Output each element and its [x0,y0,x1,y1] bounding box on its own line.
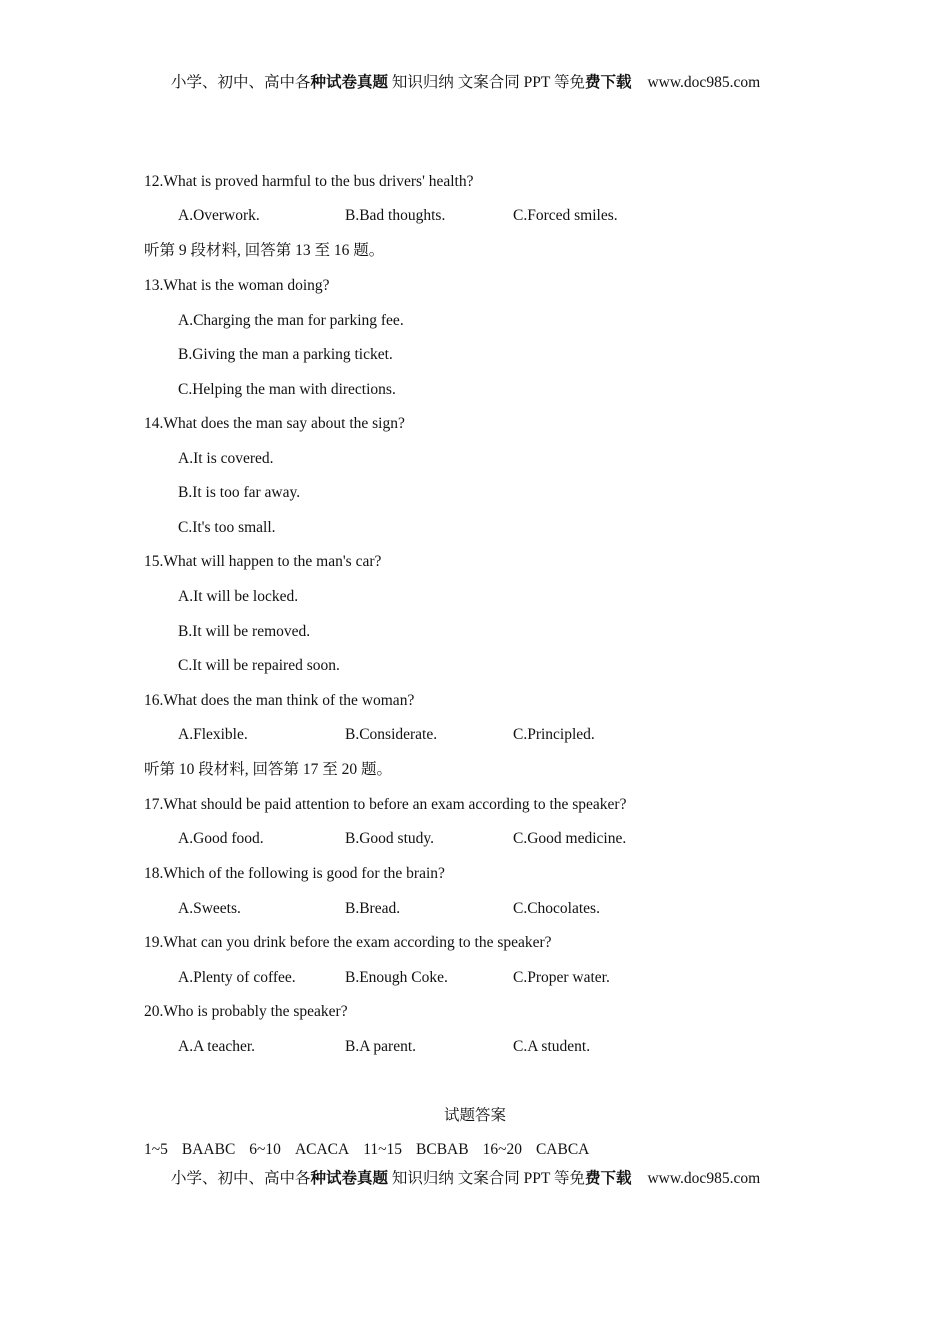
footer-text-bold: 费下载 [584,1170,632,1187]
answer-range: 6~10 [249,1141,281,1158]
page-footer [171,1169,760,1189]
option-b: B.It will be removed. [178,623,311,640]
option-b: B.Enough Coke. [345,969,448,986]
option-a: A.A teacher. [178,1038,256,1055]
option-b: B.A parent. [345,1038,417,1055]
answer-values: ACACA [294,1141,350,1158]
header-text: 小学、初中、高中各 [171,74,311,91]
option-c: C.Helping the man with directions. [178,381,396,398]
answer-values: BCBAB [416,1141,469,1158]
header-text-bold: 种试卷真题 [310,74,389,91]
answer-range: 1~5 [144,1141,168,1158]
option-a: A.It is covered. [178,450,274,467]
answer-key [144,1140,603,1160]
header-url[interactable]: www.doc985.com [647,74,761,91]
option-c: C.It will be repaired soon. [178,657,340,674]
footer-text: 小学、初中、高中各 [171,1170,311,1187]
option-c: C.It's too small. [178,519,276,536]
answers-title: 试题答案 [443,1107,506,1124]
option-b: B.Bread. [345,900,401,917]
option-c: C.Good medicine. [513,830,627,847]
section-instruction: 听第 10 段材料, 回答第 17 至 20 题。 [144,761,393,778]
question-stem: 16.What does the man think of the woman? [144,692,415,709]
option-a: A.Plenty of coffee. [178,969,296,986]
option-c: C.Forced smiles. [513,207,618,224]
option-a: A.Good food. [178,830,264,847]
option-a: A.Charging the man for parking fee. [178,312,404,329]
option-b: B.Bad thoughts. [345,207,446,224]
question-stem: 12.What is proved harmful to the bus drivers' health? [144,173,474,190]
footer-text: 知识归纳 文案合同 PPT 等免 [388,1170,585,1187]
question-stem: 17.What should be paid attention to before an exam according to the speaker? [144,796,627,813]
section-instruction: 听第 9 段材料, 回答第 13 至 16 题。 [144,242,385,259]
page-header [171,73,760,93]
answer-range: 11~15 [363,1141,403,1158]
footer-text-bold: 种试卷真题 [310,1170,389,1187]
answer-values: BAABC [181,1141,236,1158]
answer-values: CABCA [535,1141,590,1158]
option-c: C.Chocolates. [513,900,600,917]
question-stem: 20.Who is probably the speaker? [144,1003,348,1020]
header-text: 知识归纳 文案合同 PPT 等免 [388,74,585,91]
option-a: A.It will be locked. [178,588,299,605]
header-text-bold: 费下载 [584,74,632,91]
option-a: A.Flexible. [178,726,248,743]
option-b: B.Good study. [345,830,434,847]
question-stem: 14.What does the man say about the sign? [144,415,405,432]
answer-range: 16~20 [482,1141,522,1158]
option-b: B.Considerate. [345,726,438,743]
footer-url[interactable]: www.doc985.com [647,1170,761,1187]
option-a: A.Sweets. [178,900,241,917]
option-c: C.A student. [513,1038,591,1055]
option-a: A.Overwork. [178,207,260,224]
option-c: C.Principled. [513,726,595,743]
option-b: B.It is too far away. [178,484,301,501]
option-b: B.Giving the man a parking ticket. [178,346,393,363]
question-stem: 19.What can you drink before the exam according to the speaker? [144,934,552,951]
question-stem: 15.What will happen to the man's car? [144,553,382,570]
question-stem: 13.What is the woman doing? [144,277,330,294]
option-c: C.Proper water. [513,969,610,986]
question-stem: 18.Which of the following is good for the brain? [144,865,445,882]
